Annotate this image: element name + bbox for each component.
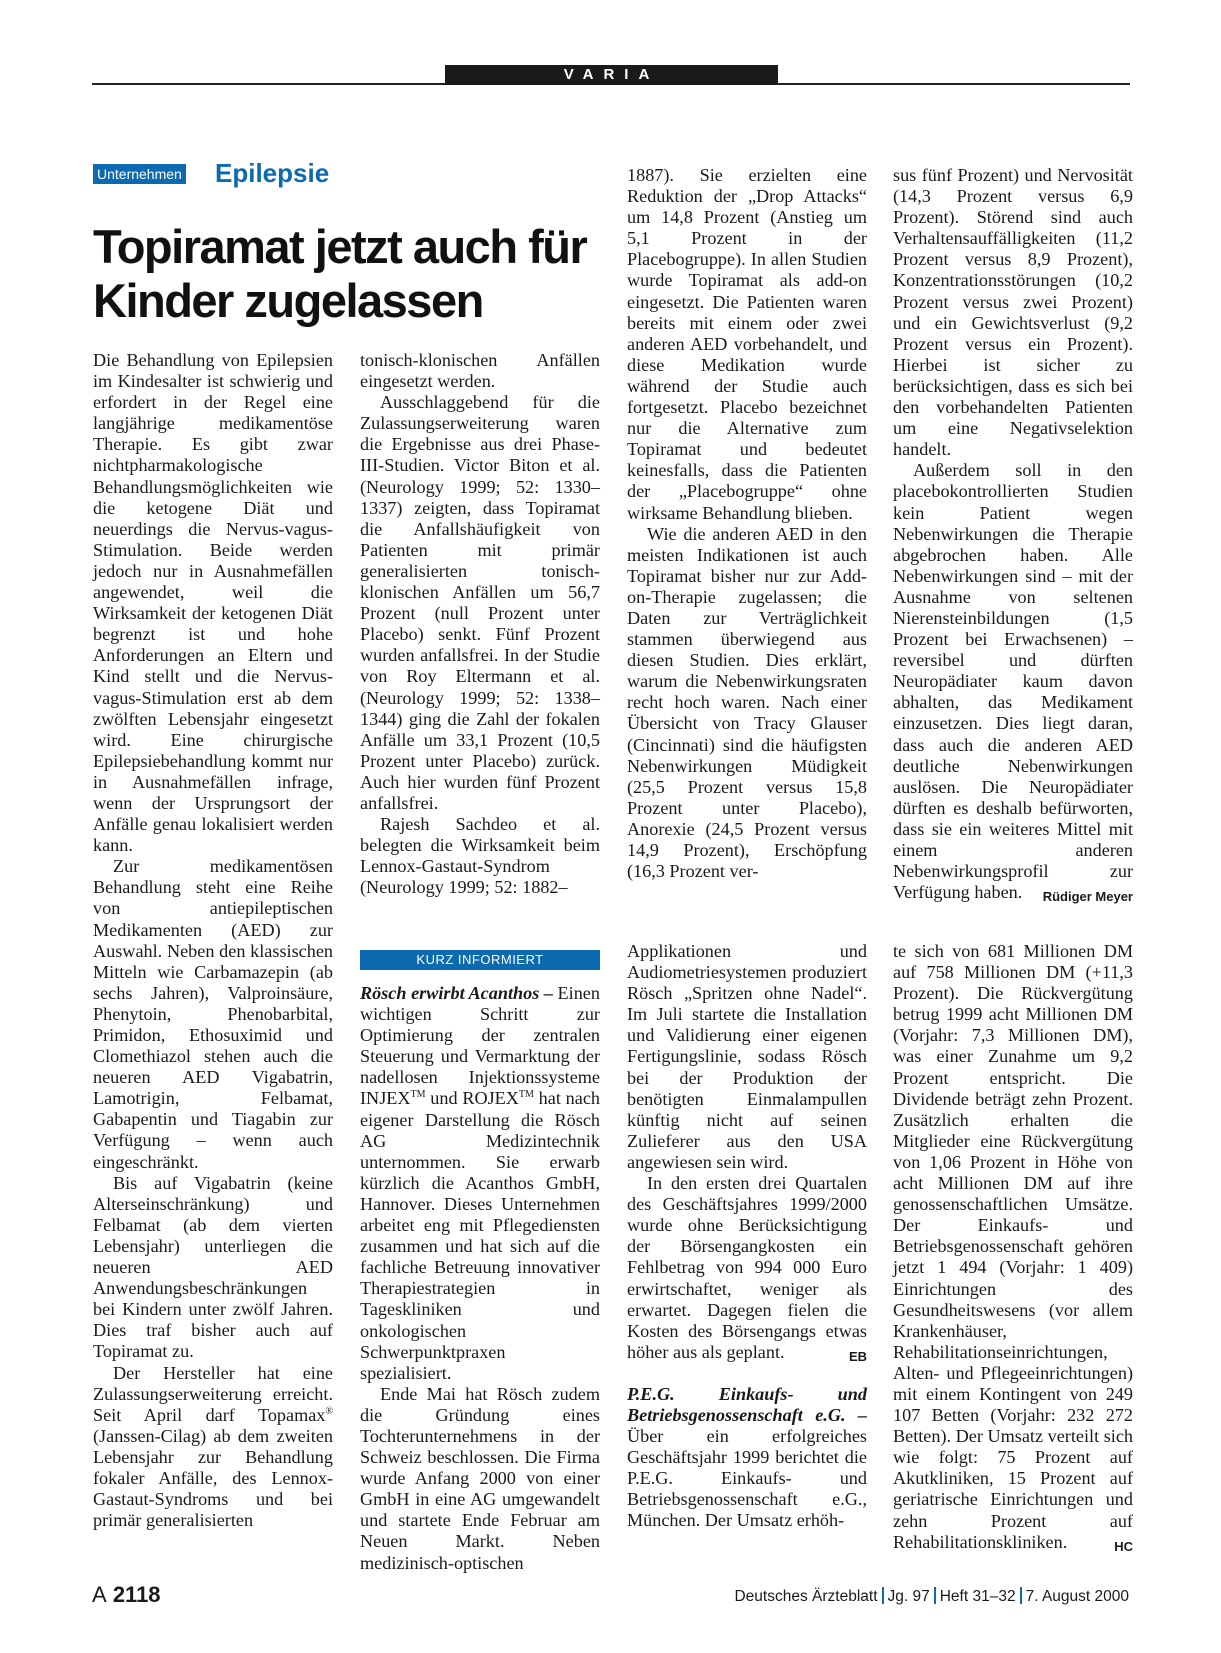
topic-title: Epilepsie bbox=[215, 158, 330, 188]
issue-date: 7. August 2000 bbox=[1025, 1588, 1129, 1605]
volume: Jg. 97 bbox=[887, 1588, 930, 1605]
page-number: A 2118 bbox=[92, 1582, 161, 1607]
headline: Topiramat jetzt auch für Kinder zugelassen bbox=[93, 220, 587, 327]
article-column-3: 1887). Sie erzielten eine Reduktion der „Drop Attacks“ um 14,8 Prozent (Anstieg um 5,1 Prozent in der Placebogruppe). In allen Studien wurde Topiramat als add-on eingesetzt. Die Patienten waren bereits mit einem oder zwei anderen AED vorbehandelt, und diese Medikation wurde während der Studie auch fortgesetzt. Placebo bezeichnet nur die Alternative zum Topiramat und bedeutet keinesfalls, dass die Patienten der „Placebogruppe“ ohne wirksame Behandlung blieben. Wie die anderen AED in den meisten Indikationen ist auch Topiramat bisher nur zur Add-on-Therapie zugelassen; die Daten zur Verträglichkeit stammen überwiegend aus diesen Studien. Dies erklärt, warum die Nebenwirkungsraten recht hoch waren. Nach einer Übersicht von Tracy Glauser (Cincinnati) sind die häufigsten Nebenwirkungen Müdigkeit (25,5 Prozent versus 15,8 Prozent unter Placebo), Anorexie (24,5 Prozent versus 14,9 Prozent), Erschöpfung (16,3 Prozent ver- bbox=[627, 165, 867, 882]
signature-hc: HC bbox=[1114, 1538, 1133, 1554]
article-column-2: tonisch-klonischen Anfällen eingesetzt werden. Ausschlaggebend für die Zulassungserweiterung waren die Ergebnisse aus drei Phase-III-Studien. Victor Biton et al. (Neurology 1999; 52: 1330–1337) zeigten, dass Topiramat die Anfallshäufigkeit von Patienten mit primär generalisierten tonisch-klonischen Anfällen um 56,7 Prozent (null Prozent unter Placebo) senkt. Fünf Prozent wurden anfallsfrei. In der Studie von Roy Eltermann et al. (Neurology 1999; 52: 1338–1344) ging die Zahl der fokalen Anfälle um 33,1 Prozent (10,5 Prozent unter Placebo) zurück. Auch hier wurden fünf Prozent anfallsfrei. Rajesh Sachdeo et al. belegten die Wirksamkeit beim Lennox-Gastaut-Syndrom (Neurology 1999; 52: 1882– bbox=[360, 350, 600, 898]
signature-eb: EB bbox=[848, 1348, 867, 1364]
journal-name: Deutsches Ärzteblatt bbox=[734, 1588, 878, 1605]
kurz-column-2: Rösch erwirbt Acanthos – Einen wichtigen Schritt zur Optimierung der zentralen Steuerung und Vermarktung der nadellosen Injektionssysteme INJEX™ und ROJEX™ hat nach eigener Darstellung die Rösch AG Medizintechnik unternommen. Sie erwarb kürzlich die Acanthos GmbH, Hannover. Dieses Unternehmen arbeitet eng mit Pflegediensten zusammen und hat sich auf die fachliche Betreuung innovativer Therapiestrategien in Tageskliniken und onkologischen Schwerpunktpraxen spezialisiert. Ende Mai hat Rösch zudem die Gründung eines Tochterunternehmens in der Schweiz beschlossen. Die Firma wurde Anfang 2000 von einer GmbH in eine AG umgewandelt und startete Ende Februar am Neuen Markt. Neben medizinisch-optischen bbox=[360, 983, 600, 1573]
section-banner: VARIA bbox=[445, 65, 778, 85]
author-signature: Rüdiger Meyer bbox=[1042, 889, 1133, 905]
kurz-informiert-banner: KURZ INFORMIERT bbox=[360, 950, 600, 970]
category-badge: Unternehmen bbox=[93, 164, 186, 184]
kurz-column-4: te sich von 681 Millionen DM auf 758 Millionen DM (+11,3 Prozent). Die Rückvergütung betrug 1999 acht Millionen DM (Vorjahr: 7,3 Millionen DM), was einer Zunahme um 9,2 Prozent entspricht. Die Dividende beträgt zehn Prozent. Zusätzlich erhalten die Mitglieder eine Rückvergütung von 1,06 Prozent in Höhe von acht Millionen DM auf ihre genossenschaftlichen Umsätze. Der Einkaufs- und Betriebsgenossenschaft gehören jetzt 1 494 (Vorjahr: 1 409) Einrichtungen des Gesundheitswesens (vor allem Krankenhäuser, Rehabilitationseinrichtungen, Alten- und Pflegeeinrichtungen) mit einem Kontingent von 249 107 Betten (Vorjahr: 232 272 Betten). Der Umsatz verteilt sich wie folgt: 75 Prozent auf Akutkliniken, 15 Prozent auf geriatrische Einrichtungen und zehn Prozent auf Rehabilitationskliniken. HC bbox=[893, 941, 1133, 1557]
article-column-1: Die Behandlung von Epilepsien im Kindesalter ist schwierig und erfordert in der Regel eine langjährige medikamentöse Therapie. Es gibt zwar nichtpharmakologische Behandlungsmöglichkeiten wie die ketogene Diät und neuerdings die Nervus-vagus-Stimulation. Beide werden jedoch nur in Ausnahmefällen angewendet, weil die Wirksamkeit der ketogenen Diät begrenzt ist und hohe Anforderungen an Eltern und Kind stellt und die Nervus-vagus-Stimulation erst ab dem zwölften Lebensjahr eingesetzt wird. Eine chirurgische Epilepsiebehandlung kommt nur in Ausnahmefällen infrage, wenn der Ursprungsort der Anfälle genau lokalisiert werden kann. Zur medikamentösen Behandlung steht eine Reihe von antiepileptischen Medikamenten (AED) zur Auswahl. Neben den klassischen Mitteln wie Carbamazepin (ab sechs Jahren), Valproinsäure, Phenytoin, Phenobarbital, Primidon, Ethosuximid und Clomethiazol stehen auch die neueren AED Vigabatrin, Lamotrigin, Felbamat, Gabapentin und Tiagabin zur Verfügung – wenn auch eingeschränkt. Bis auf Vigabatrin (keine Alterseinschränkung) und Felbamat (ab dem vierten Lebensjahr) unterliegen die neueren AED Anwendungsbeschränkungen bei Kindern unter zwölf Jahren. Dies traf bisher auch auf Topiramat zu. Der Hersteller hat eine Zulassungserweiterung erreicht. Seit April darf Topamax® (Janssen-Cilag) ab dem zweiten Lebensjahr zur Behandlung fokaler Anfälle, des Lennox-Gastaut-Syndroms und bei primär generalisierten bbox=[93, 350, 333, 1531]
issue: Heft 31–32 bbox=[939, 1588, 1016, 1605]
article-column-4: sus fünf Prozent) und Nervosität (14,3 Prozent versus 6,9 Prozent). Störend sind auch Verhaltensauffälligkeiten (11,2 Prozent versus 8,9 Prozent), Konzentrationsstörungen (10,2 Prozent versus zwei Prozent) und ein Gewichtsverlust (9,2 Prozent versus ein Prozent). Hierbei ist sicher zu berücksichtigen, dass es sich bei den vorbehandelten Patienten um eine Negativselektion handelt. Außerdem soll in den placebokontrollierten Studien kein Patient wegen Nebenwirkungen die Therapie abgebrochen haben. Alle Nebenwirkungen sind – mit der Ausnahme von seltenen Nierensteinbildungen (1,5 Prozent bei Erwachsenen) – reversibel und dürften Neuropädiater kaum davon abhalten, das Medikament einzusetzen. Dies liegt daran, dass auch die anderen AED deutliche Nebenwirkungen auslösen. Die Neuropädiater dürften es deshalb befürworten, dass sie ein weiteres Mittel mit einem anderen Nebenwirkungsprofil zur Verfügung haben. Rüdiger Meyer bbox=[893, 165, 1133, 907]
kurz-column-3: Applikationen und Audiometriesystemen produziert Rösch „Spritzen ohne Nadel“. Im Juli startete die Installation und Validierung einer eigenen Fertigungslinie, sodass Rösch bei der Produktion der benötigten Einmalampullen künftig nicht auf seinen Zulieferer aus den USA angewiesen sein wird. In den ersten drei Quartalen des Geschäftsjahres 1999/2000 wurde ohne Berücksichtigung der Börsengangkosten ein Fehlbetrag von 994 000 Euro erwirtschaftet, weniger als erwartet. Dagegen fielen die Kosten des Börsengangs etwas höher aus als geplant. EB P.E.G. Einkaufs- und Betriebsgenossenschaft e.G. – Über ein erfolgreiches Geschäftsjahr 1999 berichtet die P.E.G. Einkaufs- und Betriebsgenossenschaft e.G., München. Der Umsatz erhöh- bbox=[627, 941, 867, 1531]
journal-footer bbox=[734, 1587, 1129, 1606]
